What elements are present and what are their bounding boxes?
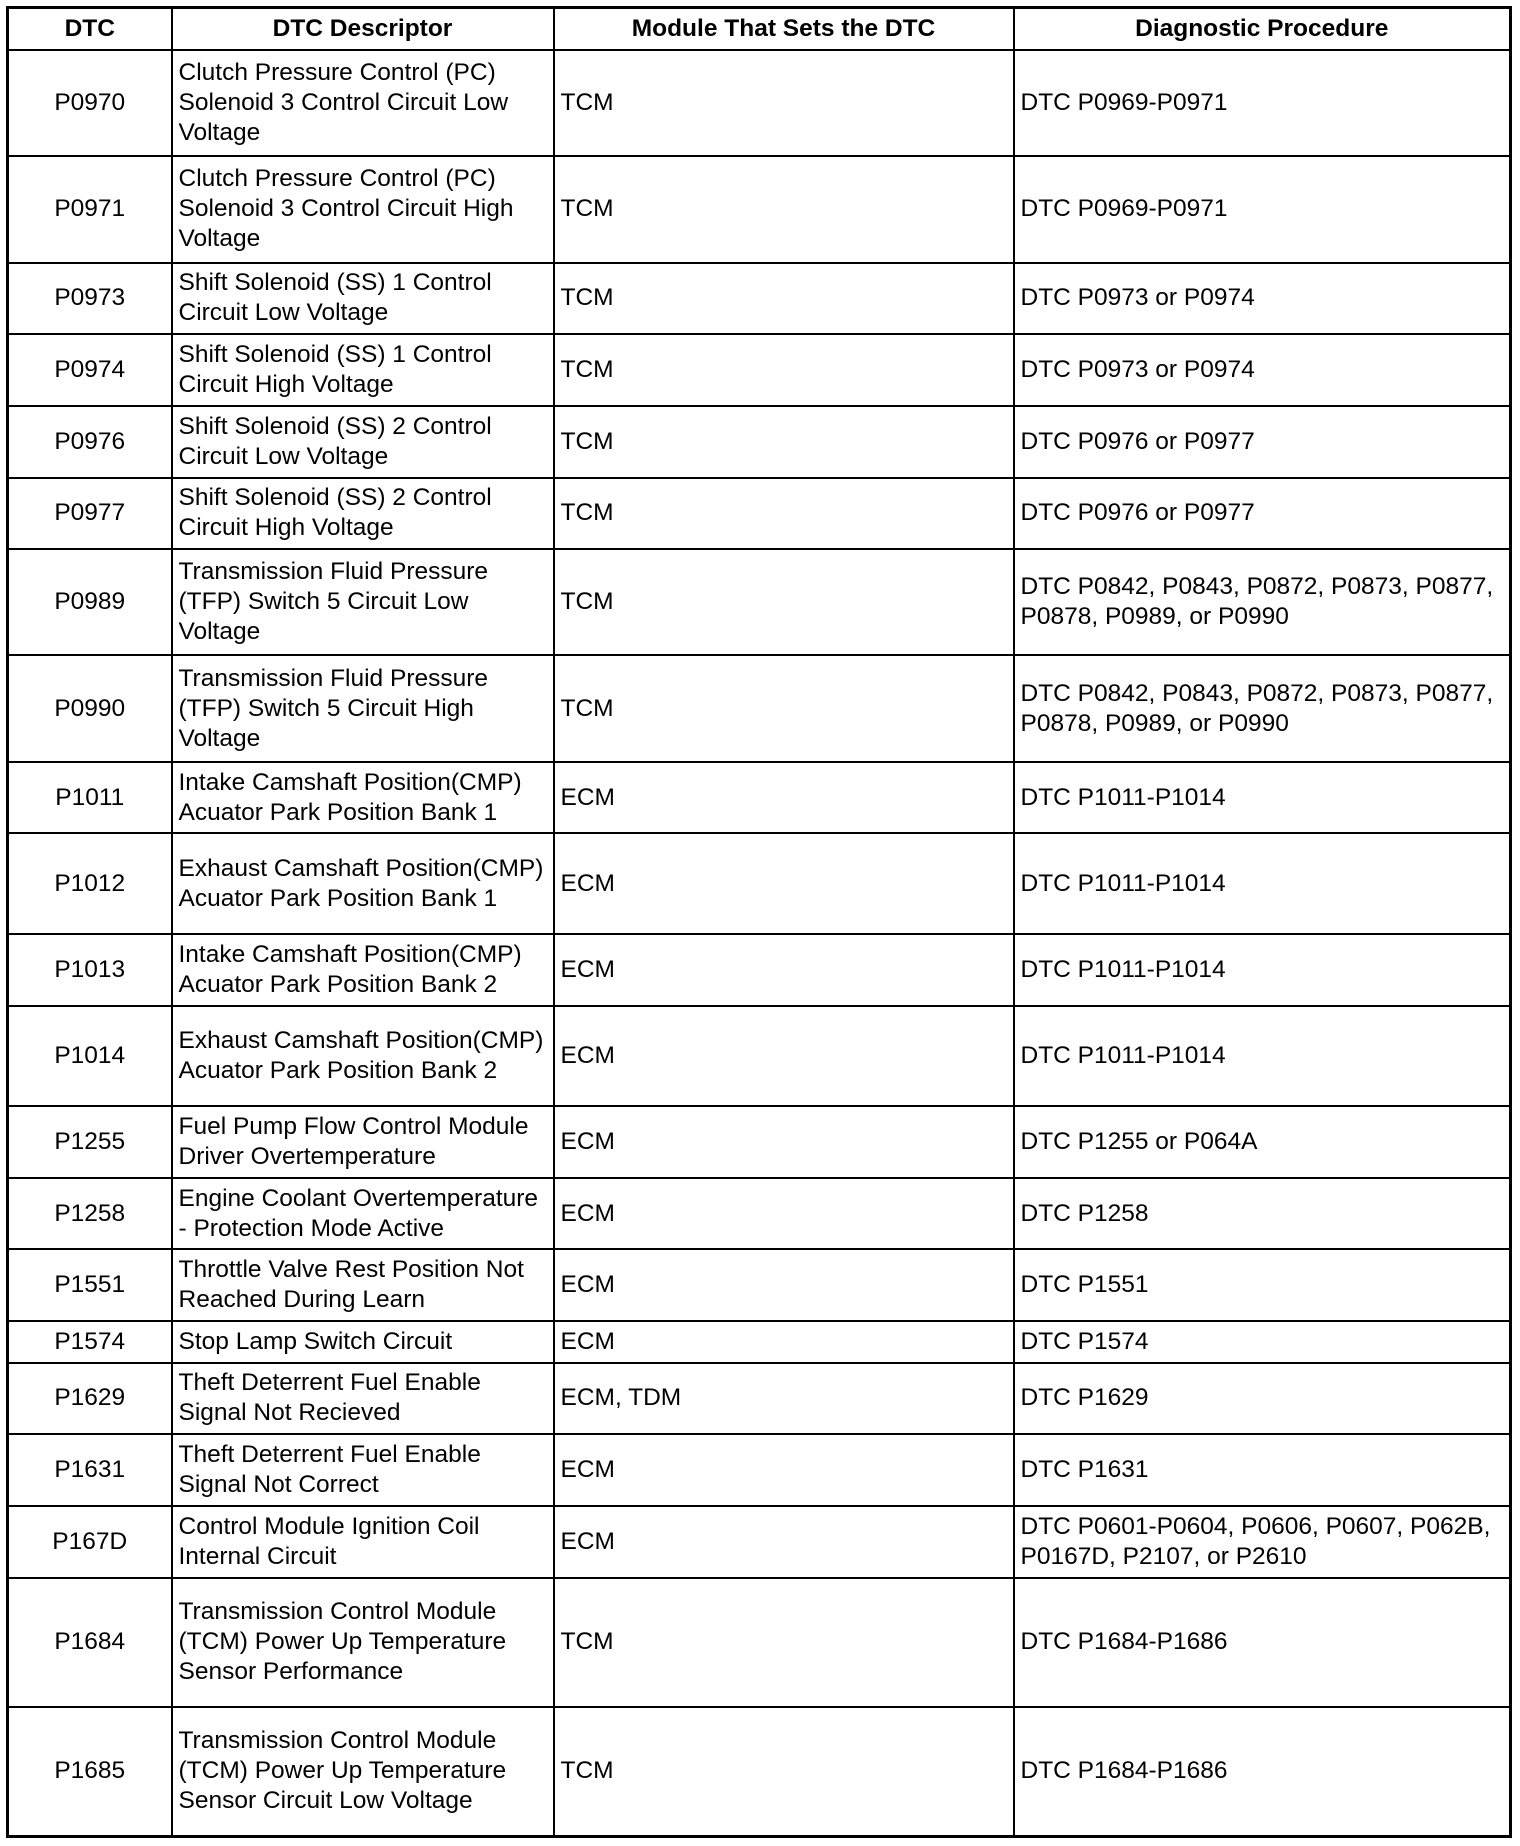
- dtc-procedure: DTC P1011-P1014: [1014, 1006, 1511, 1107]
- dtc-code: P1551: [8, 1249, 172, 1321]
- dtc-procedure: DTC P0601-P0604, P0606, P0607, P062B, P0167D, P2107, or P2610: [1014, 1506, 1511, 1578]
- dtc-descriptor: Shift Solenoid (SS) 2 Control Circuit High Voltage: [172, 478, 554, 550]
- dtc-module: TCM: [554, 334, 1014, 406]
- table-row: [8, 263, 1511, 335]
- dtc-descriptor: Theft Deterrent Fuel Enable Signal Not Recieved: [172, 1363, 554, 1435]
- dtc-procedure: DTC P1255 or P064A: [1014, 1106, 1511, 1178]
- dtc-code: P1631: [8, 1434, 172, 1506]
- dtc-module: TCM: [554, 50, 1014, 156]
- dtc-procedure: DTC P0976 or P0977: [1014, 406, 1511, 478]
- dtc-procedure: DTC P1011-P1014: [1014, 934, 1511, 1006]
- table-row: [8, 1321, 1511, 1363]
- header-row: [8, 8, 1511, 51]
- dtc-descriptor: Shift Solenoid (SS) 2 Control Circuit Low Voltage: [172, 406, 554, 478]
- dtc-descriptor: Intake Camshaft Position(CMP) Acuator Park Position Bank 2: [172, 934, 554, 1006]
- table-row: [8, 50, 1511, 156]
- dtc-module: ECM: [554, 1006, 1014, 1107]
- table-row: [8, 1363, 1511, 1435]
- dtc-procedure: DTC P1574: [1014, 1321, 1511, 1363]
- table-row: [8, 934, 1511, 1006]
- dtc-procedure: DTC P0842, P0843, P0872, P0873, P0877, P0878, P0989, or P0990: [1014, 549, 1511, 655]
- dtc-code: P1012: [8, 833, 172, 934]
- table-row: [8, 1506, 1511, 1578]
- header-module: Module That Sets the DTC: [554, 8, 1014, 51]
- dtc-module: ECM: [554, 1434, 1014, 1506]
- dtc-descriptor: Transmission Control Module (TCM) Power Up Temperature Sensor Circuit Low Voltage: [172, 1707, 554, 1837]
- dtc-module: ECM: [554, 1178, 1014, 1250]
- table-row: [8, 1178, 1511, 1250]
- dtc-descriptor: Exhaust Camshaft Position(CMP) Acuator Park Position Bank 1: [172, 833, 554, 934]
- dtc-module: ECM: [554, 1249, 1014, 1321]
- dtc-code: P1629: [8, 1363, 172, 1435]
- dtc-descriptor: Stop Lamp Switch Circuit: [172, 1321, 554, 1363]
- dtc-descriptor: Control Module Ignition Coil Internal Circuit: [172, 1506, 554, 1578]
- dtc-code: P0970: [8, 50, 172, 156]
- table-row: [8, 478, 1511, 550]
- dtc-code: P0974: [8, 334, 172, 406]
- dtc-procedure: DTC P0842, P0843, P0872, P0873, P0877, P0878, P0989, or P0990: [1014, 655, 1511, 761]
- dtc-code: P0971: [8, 156, 172, 262]
- header-procedure: Diagnostic Procedure: [1014, 8, 1511, 51]
- table-header: [8, 8, 1511, 51]
- dtc-procedure: DTC P1011-P1014: [1014, 762, 1511, 834]
- dtc-procedure: DTC P0969-P0971: [1014, 50, 1511, 156]
- table-row: [8, 833, 1511, 934]
- dtc-module: TCM: [554, 406, 1014, 478]
- dtc-code: P0976: [8, 406, 172, 478]
- table-body: [8, 50, 1511, 1837]
- dtc-descriptor: Throttle Valve Rest Position Not Reached During Learn: [172, 1249, 554, 1321]
- dtc-module: ECM: [554, 762, 1014, 834]
- dtc-code: P1255: [8, 1106, 172, 1178]
- dtc-code: P0977: [8, 478, 172, 550]
- dtc-module: TCM: [554, 156, 1014, 262]
- dtc-code: P167D: [8, 1506, 172, 1578]
- dtc-descriptor: Transmission Fluid Pressure (TFP) Switch 5 Circuit High Voltage: [172, 655, 554, 761]
- table-row: [8, 1106, 1511, 1178]
- table-row: [8, 762, 1511, 834]
- dtc-procedure: DTC P1684-P1686: [1014, 1707, 1511, 1837]
- dtc-code: P1011: [8, 762, 172, 834]
- dtc-descriptor: Clutch Pressure Control (PC) Solenoid 3 Control Circuit Low Voltage: [172, 50, 554, 156]
- dtc-module: TCM: [554, 263, 1014, 335]
- dtc-module: TCM: [554, 478, 1014, 550]
- dtc-code: P1013: [8, 934, 172, 1006]
- dtc-module: ECM: [554, 833, 1014, 934]
- dtc-descriptor: Shift Solenoid (SS) 1 Control Circuit High Voltage: [172, 334, 554, 406]
- dtc-procedure: DTC P1011-P1014: [1014, 833, 1511, 934]
- dtc-module: ECM: [554, 1321, 1014, 1363]
- dtc-descriptor: Theft Deterrent Fuel Enable Signal Not Correct: [172, 1434, 554, 1506]
- dtc-module: ECM: [554, 1506, 1014, 1578]
- table-row: [8, 334, 1511, 406]
- dtc-descriptor: Intake Camshaft Position(CMP) Acuator Park Position Bank 1: [172, 762, 554, 834]
- dtc-procedure: DTC P0973 or P0974: [1014, 263, 1511, 335]
- dtc-module: TCM: [554, 549, 1014, 655]
- dtc-procedure: DTC P0976 or P0977: [1014, 478, 1511, 550]
- dtc-code: P1685: [8, 1707, 172, 1837]
- table-row: [8, 1578, 1511, 1707]
- table-row: [8, 1707, 1511, 1837]
- dtc-code: P1258: [8, 1178, 172, 1250]
- dtc-code: P1684: [8, 1578, 172, 1707]
- table-row: [8, 549, 1511, 655]
- dtc-code: P1574: [8, 1321, 172, 1363]
- dtc-table: [6, 6, 1512, 1838]
- header-descriptor: DTC Descriptor: [172, 8, 554, 51]
- dtc-code: P0990: [8, 655, 172, 761]
- dtc-procedure: DTC P1631: [1014, 1434, 1511, 1506]
- dtc-procedure: DTC P1629: [1014, 1363, 1511, 1435]
- dtc-code: P1014: [8, 1006, 172, 1107]
- dtc-descriptor: Exhaust Camshaft Position(CMP) Acuator Park Position Bank 2: [172, 1006, 554, 1107]
- dtc-descriptor: Engine Coolant Overtemperature - Protection Mode Active: [172, 1178, 554, 1250]
- table-row: [8, 1006, 1511, 1107]
- dtc-module: ECM: [554, 934, 1014, 1006]
- dtc-module: TCM: [554, 655, 1014, 761]
- dtc-procedure: DTC P0969-P0971: [1014, 156, 1511, 262]
- dtc-procedure: DTC P1551: [1014, 1249, 1511, 1321]
- dtc-module: ECM: [554, 1106, 1014, 1178]
- dtc-module: ECM, TDM: [554, 1363, 1014, 1435]
- dtc-procedure: DTC P1684-P1686: [1014, 1578, 1511, 1707]
- dtc-descriptor: Transmission Fluid Pressure (TFP) Switch 5 Circuit Low Voltage: [172, 549, 554, 655]
- dtc-code: P0989: [8, 549, 172, 655]
- dtc-procedure: DTC P0973 or P0974: [1014, 334, 1511, 406]
- dtc-descriptor: Transmission Control Module (TCM) Power Up Temperature Sensor Performance: [172, 1578, 554, 1707]
- dtc-descriptor: Clutch Pressure Control (PC) Solenoid 3 Control Circuit High Voltage: [172, 156, 554, 262]
- table-row: [8, 1249, 1511, 1321]
- dtc-procedure: DTC P1258: [1014, 1178, 1511, 1250]
- table-row: [8, 406, 1511, 478]
- dtc-descriptor: Fuel Pump Flow Control Module Driver Overtemperature: [172, 1106, 554, 1178]
- dtc-descriptor: Shift Solenoid (SS) 1 Control Circuit Low Voltage: [172, 263, 554, 335]
- table-row: [8, 655, 1511, 761]
- dtc-module: TCM: [554, 1707, 1014, 1837]
- table-row: [8, 1434, 1511, 1506]
- dtc-module: TCM: [554, 1578, 1014, 1707]
- header-dtc: DTC: [8, 8, 172, 51]
- dtc-code: P0973: [8, 263, 172, 335]
- table-row: [8, 156, 1511, 262]
